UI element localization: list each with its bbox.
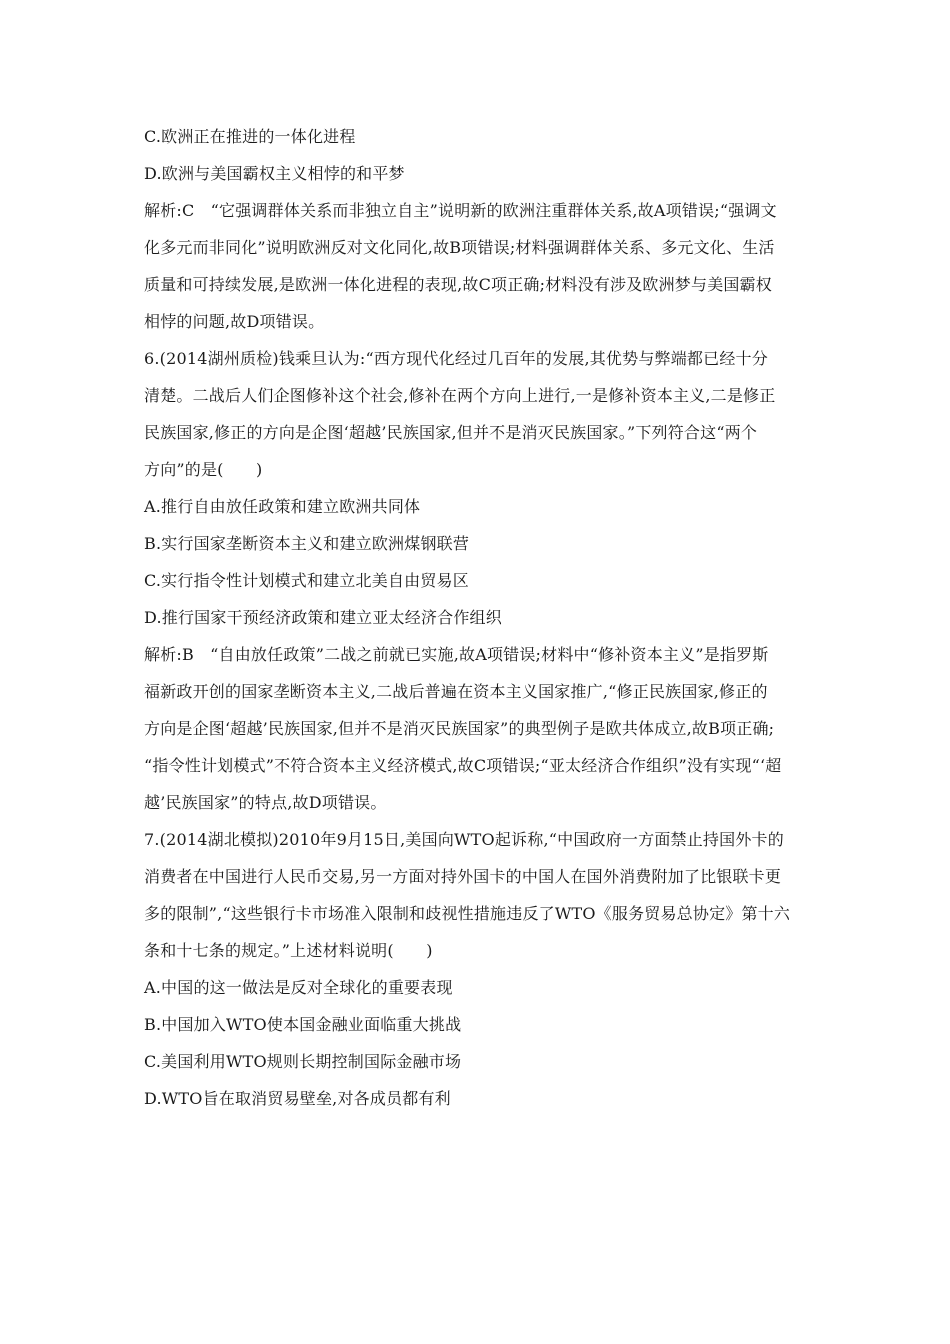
q7-stem-line: 多的限制”,“这些银行卡市场准入限制和歧视性措施违反了WTO《服务贸易总协定》第十六 xyxy=(144,904,791,923)
q7-option-b: B.中国加入WTO使本国金融业面临重大挑战 xyxy=(144,1015,462,1034)
q6-stem-line: 民族国家,修正的方向是企图‘超越’民族国家,但并不是消灭民族国家。”下列符合这“两个 xyxy=(144,423,758,442)
q5-option-c: C.欧洲正在推进的一体化进程 xyxy=(144,127,356,146)
q7-option-a: A.中国的这一做法是反对全球化的重要表现 xyxy=(144,978,453,997)
q6-stem-line: 清楚。二战后人们企图修补这个社会,修补在两个方向上进行,一是修补资本主义,二是修正 xyxy=(144,386,776,405)
q6-stem-line: 方向”的是( ) xyxy=(144,460,263,479)
q5-analysis-line: 解析:C “它强调群体关系而非独立自主”说明新的欧洲注重群体关系,故A项错误;“强调文 xyxy=(144,201,777,220)
q5-option-d: D.欧洲与美国霸权主义相悖的和平梦 xyxy=(144,164,405,183)
q6-option-a: A.推行自由放任政策和建立欧洲共同体 xyxy=(144,497,421,516)
q7-stem-line: 条和十七条的规定。”上述材料说明( ) xyxy=(144,941,433,960)
q6-analysis-line: 解析:B “自由放任政策”二战之前就已实施,故A项错误;材料中“修补资本主义”是指罗斯 xyxy=(144,645,769,664)
q6-option-d: D.推行国家干预经济政策和建立亚太经济合作组织 xyxy=(144,608,502,627)
q5-analysis-line: 质量和可持续发展,是欧洲一体化进程的表现,故C项正确;材料没有涉及欧洲梦与美国霸权 xyxy=(144,275,773,294)
document-page xyxy=(144,118,824,1117)
q5-analysis-line: 化多元而非同化”说明欧洲反对文化同化,故B项错误;材料强调群体关系、多元文化、生活 xyxy=(144,238,775,257)
q6-stem-line: 6.(2014湖州质检)钱乘旦认为:“西方现代化经过几百年的发展,其优势与弊端都已经十分 xyxy=(144,349,768,368)
q6-analysis-line: 福新政开创的国家垄断资本主义,二战后普遍在资本主义国家推广,“修正民族国家,修正的 xyxy=(144,682,768,701)
q6-option-b: B.实行国家垄断资本主义和建立欧洲煤钢联营 xyxy=(144,534,470,553)
q5-analysis-line: 相悖的问题,故D项错误。 xyxy=(144,312,325,331)
q6-analysis-line: “指令性计划模式”不符合资本主义经济模式,故C项错误;“亚太经济合作组织”没有实现“‘超 xyxy=(144,756,782,775)
q6-analysis-line: 方向是企图‘超越’民族国家,但并不是消灭民族国家”的典型例子是欧共体成立,故B项正确; xyxy=(144,719,775,738)
q7-stem-line: 消费者在中国进行人民币交易,另一方面对持外国卡的中国人在国外消费附加了比银联卡更 xyxy=(144,867,782,886)
q7-stem-line: 7.(2014湖北模拟)2010年9月15日,美国向WTO起诉称,“中国政府一方面禁止持国外卡的 xyxy=(144,830,784,849)
q7-option-c: C.美国利用WTO规则长期控制国际金融市场 xyxy=(144,1052,462,1071)
q6-option-c: C.实行指令性计划模式和建立北美自由贸易区 xyxy=(144,571,469,590)
q7-option-d: D.WTO旨在取消贸易壁垒,对各成员都有利 xyxy=(144,1089,451,1108)
q6-analysis-line: 越’民族国家”的特点,故D项错误。 xyxy=(144,793,387,812)
